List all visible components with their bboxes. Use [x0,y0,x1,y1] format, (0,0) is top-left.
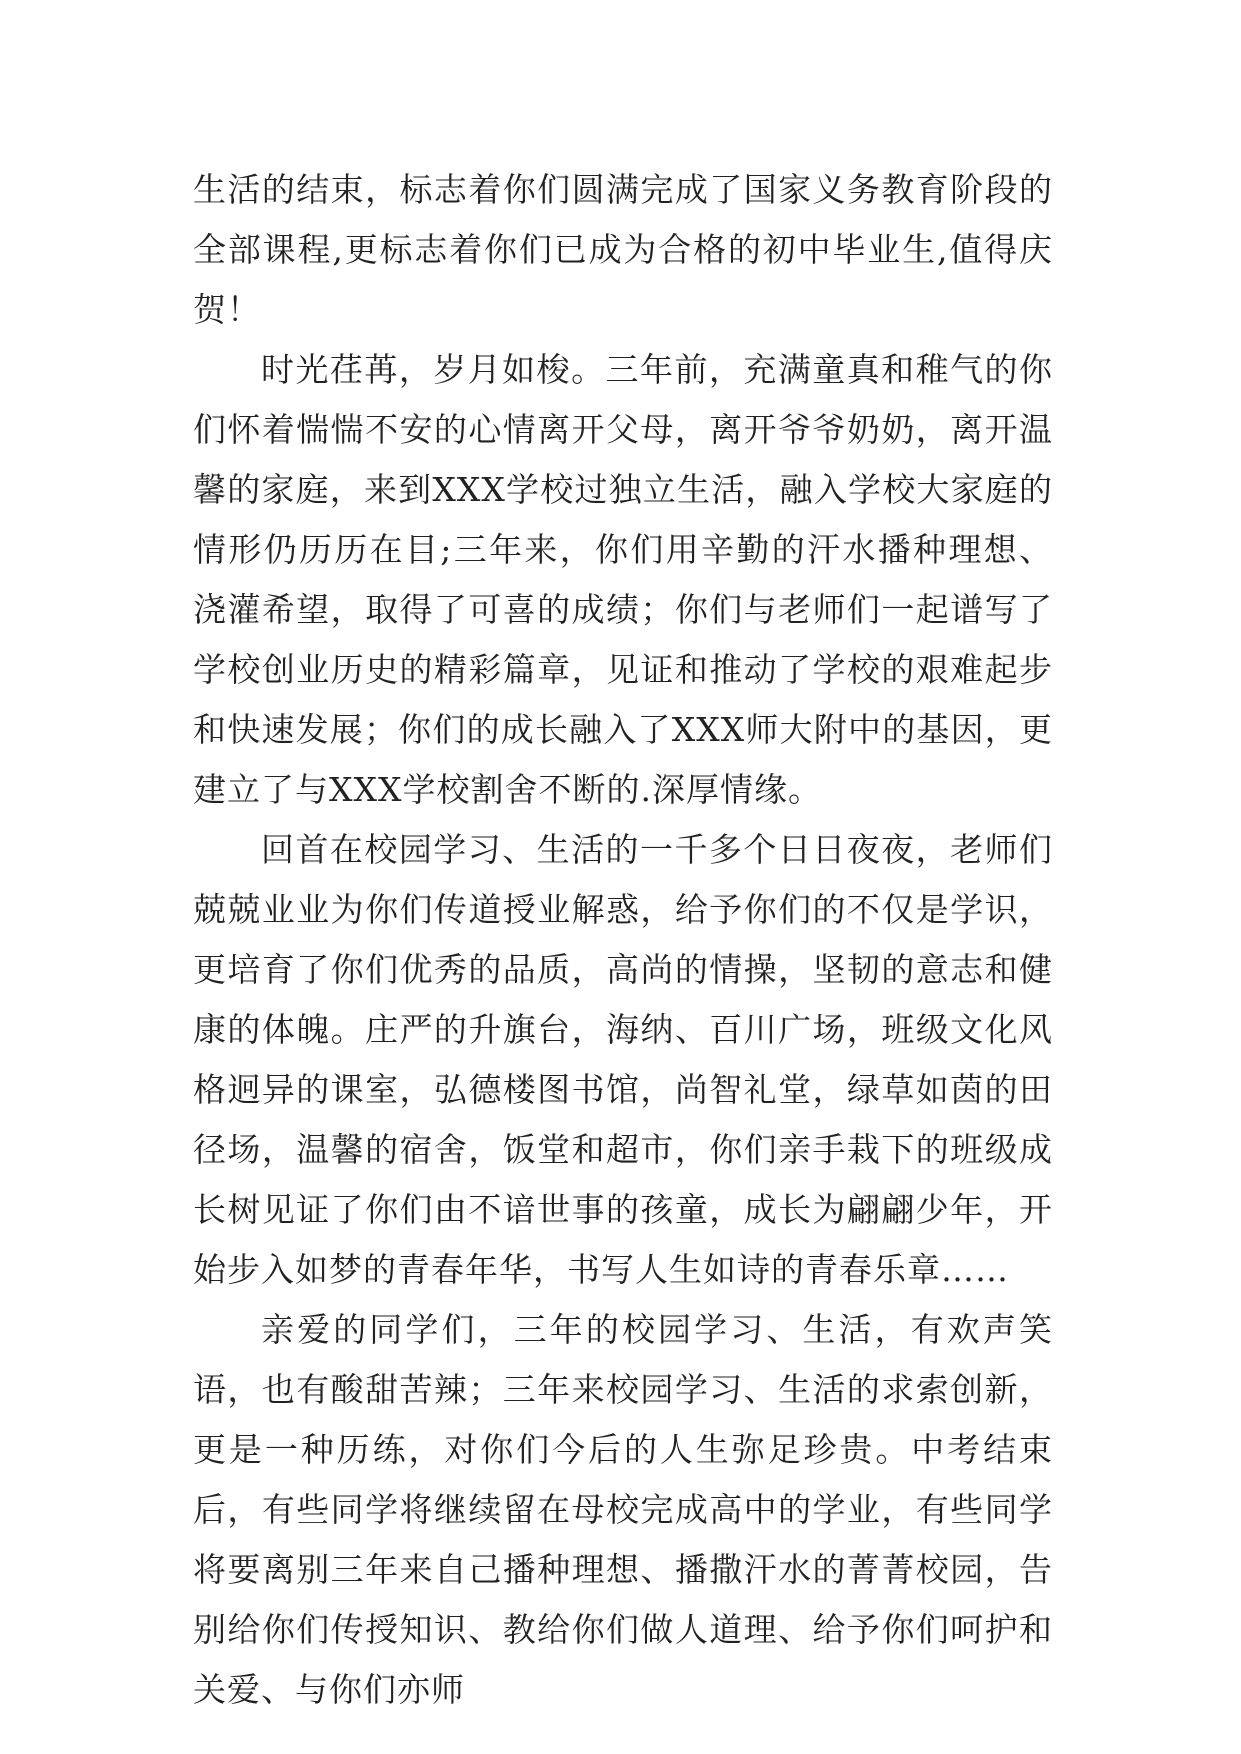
body-text [193,160,1053,1720]
paragraph-time-passing: 时光荏苒，岁月如梭。三年前，充满童真和稚气的你们怀着惴惴不安的心情离开父母，离开爷爷奶奶，离开温馨的家庭，来到XXX学校过独立生活，融入学校大家庭的情形仍历历在目;三年来，你们用辛勤的汗水播种理想、浇灌希望，取得了可喜的成绩；你们与老师们一起谱写了学校创业历史的精彩篇章，见证和推动了学校的艰难起步和快速发展；你们的成长融入了XXX师大附中的基因，更建立了与XXX学校割舍不断的.深厚情缘。 [193,350,1053,809]
paragraph-dear-students: 亲爱的同学们，三年的校园学习、生活，有欢声笑语，也有酸甜苦辣；三年来校园学习、生活的求索创新，更是一种历练，对你们今后的人生弥足珍贵。中考结束后，有些同学将继续留在母校完成高中的学业，有些同学将要离别三年来自己播种理想、播撒汗水的菁菁校园，告别给你们传授知识、教给你们做人道理、给予你们呵护和关爱、与你们亦师 [193,1310,1053,1709]
paragraph-campus-memories: 回首在校园学习、生活的一千多个日日夜夜，老师们兢兢业业为你们传道授业解惑，给予你们的不仅是学识，更培育了你们优秀的品质，高尚的情操，坚韧的意志和健康的体魄。庄严的升旗台，海纳、百川广场，班级文化风格迥异的课室，弘德楼图书馆，尚智礼堂，绿草如茵的田径场，温馨的宿舍，饭堂和超市，你们亲手栽下的班级成长树见证了你们由不谙世事的孩童，成长为翩翩少年，开始步入如梦的青春年华，书写人生如诗的青春乐章…… [193,830,1053,1289]
paragraph-continued: 生活的结束，标志着你们圆满完成了国家义务教育阶段的全部课程,更标志着你们已成为合格的初中毕业生,值得庆贺！ [193,170,1053,329]
